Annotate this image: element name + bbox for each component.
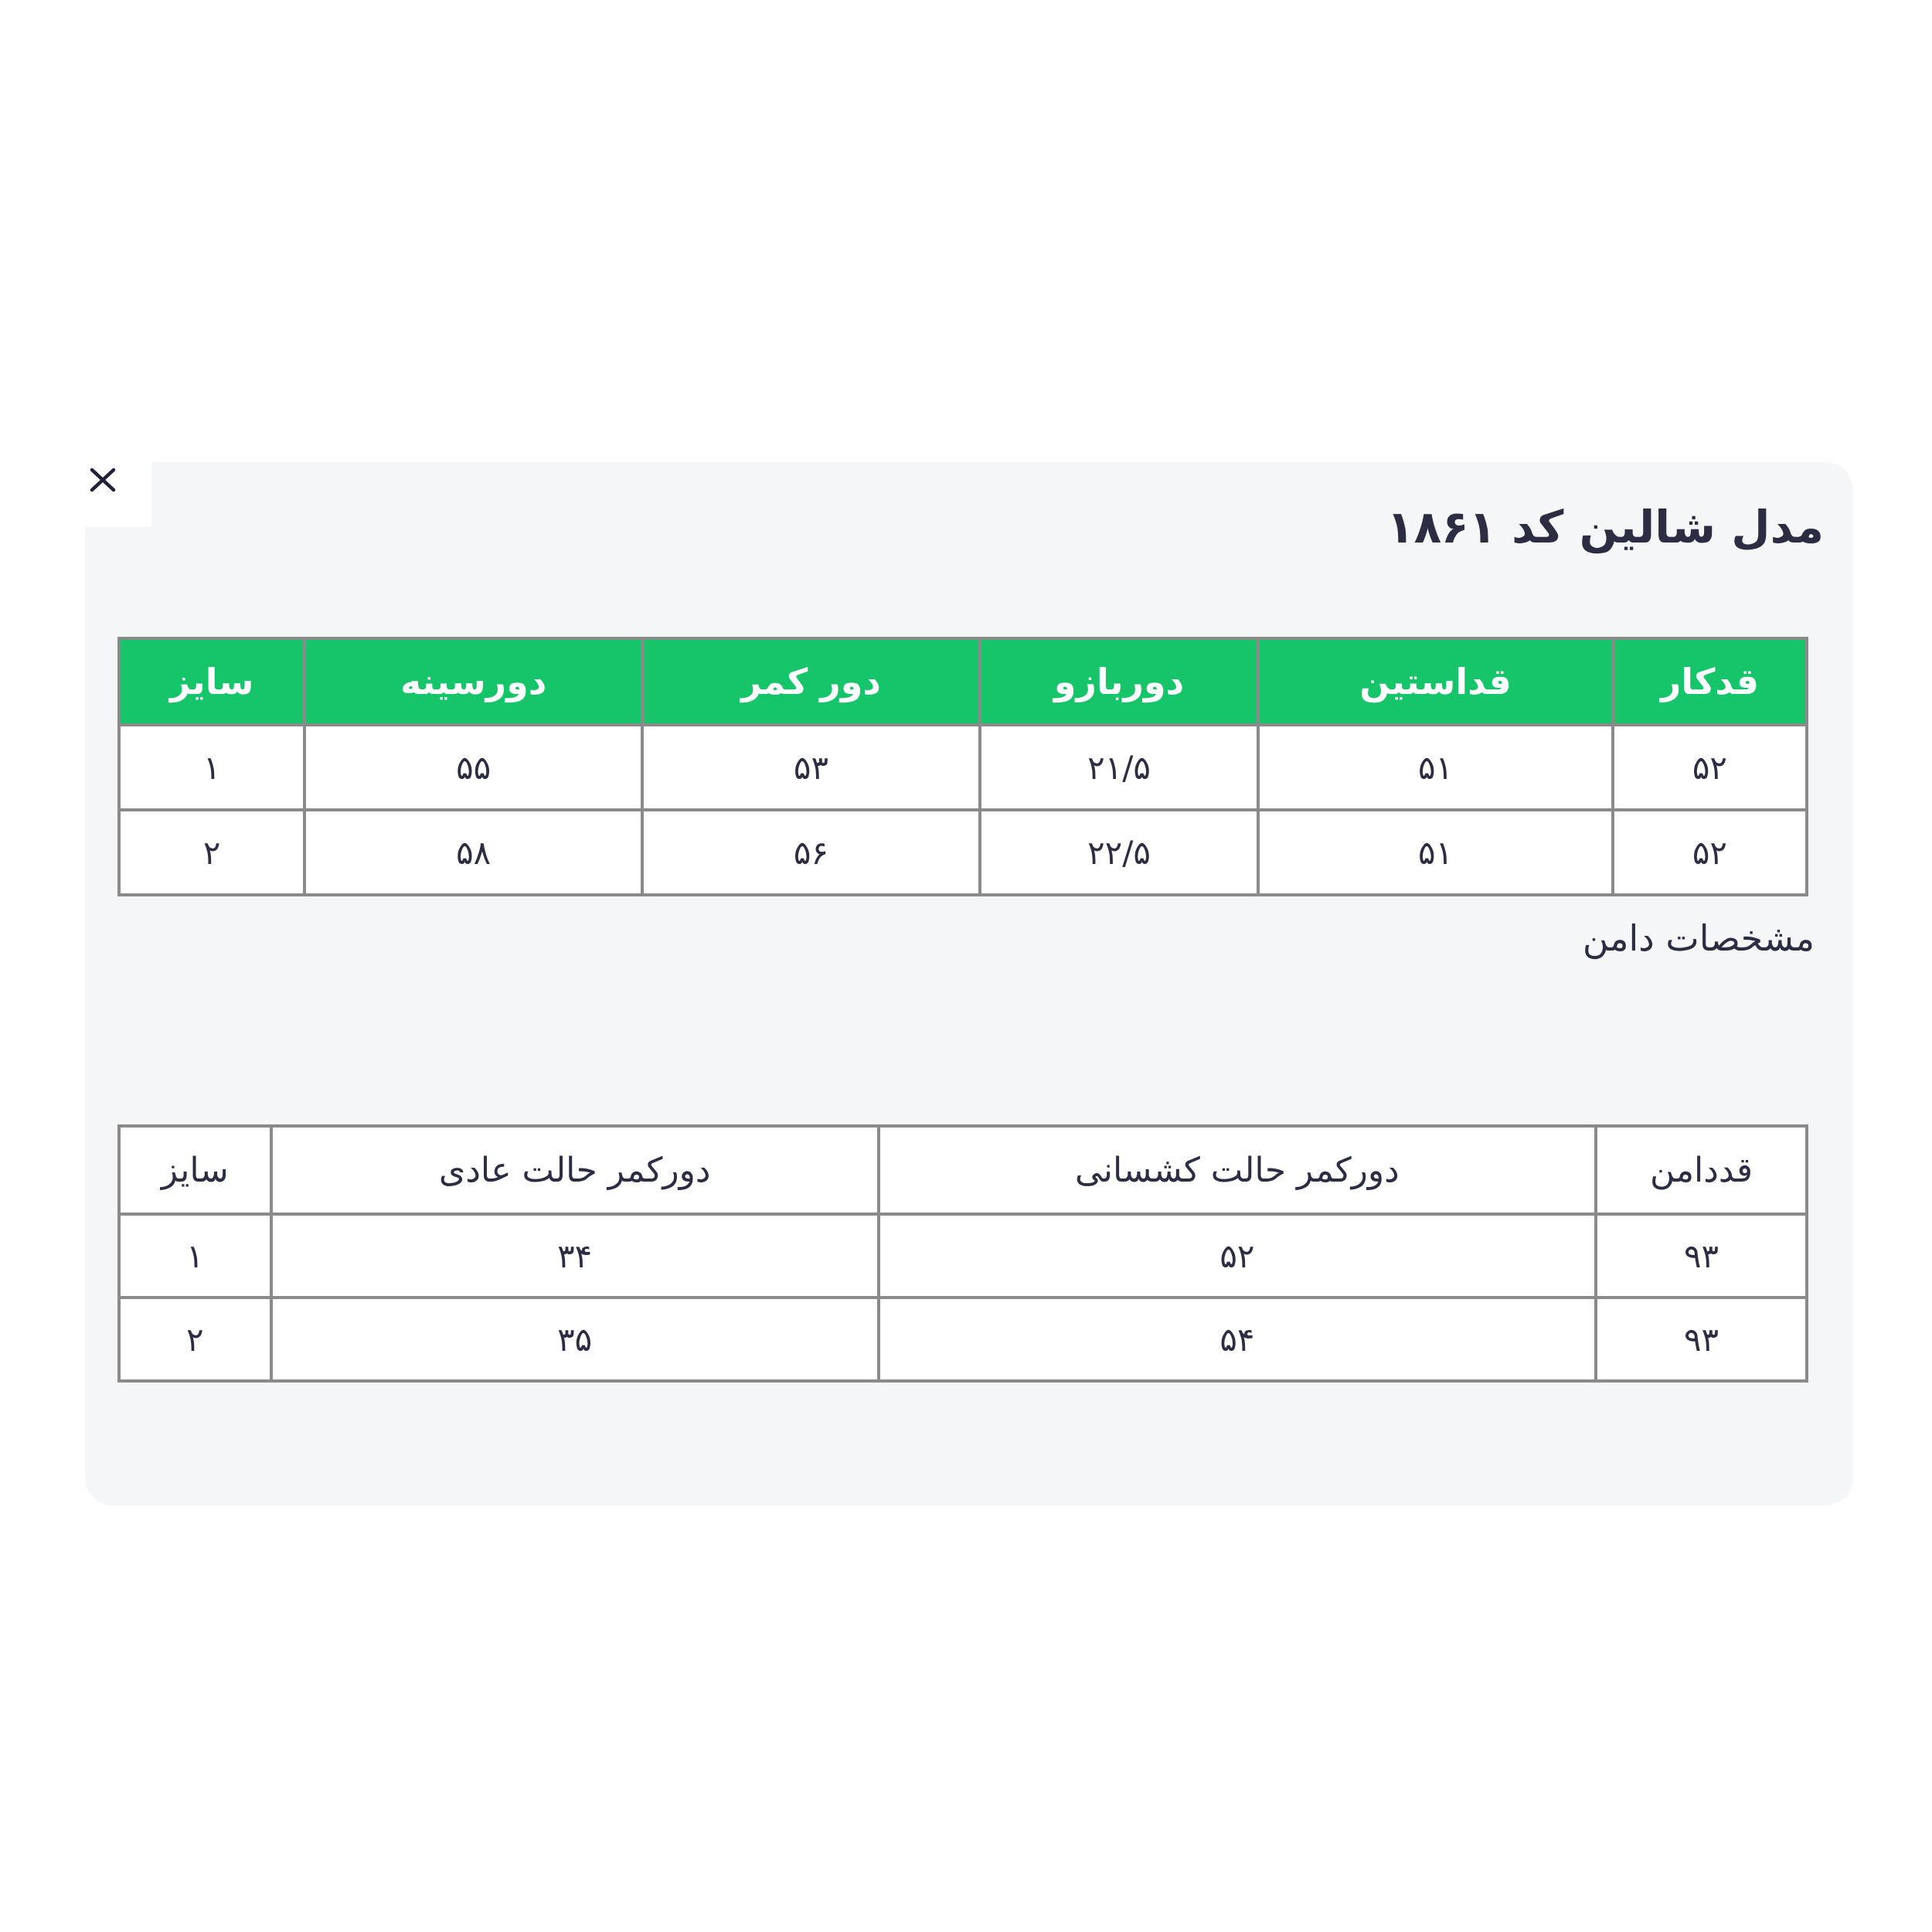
table-cell: ۳۴ <box>271 1214 879 1298</box>
table-row <box>119 1214 1807 1298</box>
table-cell: ۱ <box>119 1214 271 1298</box>
size-measurements-table <box>117 637 1808 896</box>
table-cell: ۲ <box>119 810 304 895</box>
table-cell: ۲ <box>119 1298 271 1381</box>
table-cell: ۵۴ <box>879 1298 1596 1381</box>
close-button[interactable] <box>85 462 151 527</box>
table-cell: ۳۵ <box>271 1298 879 1381</box>
table-cell: ۵۳ <box>642 725 980 810</box>
table-cell: ۵۲ <box>1613 810 1807 895</box>
header-row <box>119 638 1807 725</box>
table-cell: ۲۲/۵ <box>980 810 1258 895</box>
modal-title: مدل شالین کد ۱۸۶۱ <box>1386 501 1824 553</box>
table-cell: ۵۲ <box>1613 725 1807 810</box>
table-row <box>119 1298 1807 1381</box>
table-cell: ۵۸ <box>304 810 642 895</box>
skirt-measurements-table <box>117 1124 1808 1383</box>
column-header: دور کمر <box>642 638 980 725</box>
column-header: دورسینه <box>304 638 642 725</box>
column-header: قدکار <box>1613 638 1807 725</box>
table-cell: ۵۶ <box>642 810 980 895</box>
column-header: سایز <box>119 1126 271 1214</box>
table-row <box>119 725 1807 810</box>
table-cell: ۵۵ <box>304 725 642 810</box>
column-header: دوربازو <box>980 638 1258 725</box>
column-header: سایز <box>119 638 304 725</box>
column-header: قداستین <box>1258 638 1613 725</box>
skirt-section-label: مشخصات دامن <box>1582 917 1815 959</box>
table-cell: ۲۱/۵ <box>980 725 1258 810</box>
column-header: دورکمر حالت عادی <box>271 1126 879 1214</box>
table-cell: ۹۳ <box>1596 1214 1807 1298</box>
table-cell: ۵۲ <box>879 1214 1596 1298</box>
table-row <box>119 810 1807 895</box>
table-cell: ۵۱ <box>1258 810 1613 895</box>
table-cell: ۹۳ <box>1596 1298 1807 1381</box>
column-header: قددامن <box>1596 1126 1807 1214</box>
table-cell: ۵۱ <box>1258 725 1613 810</box>
header-row <box>119 1126 1807 1214</box>
table-cell: ۱ <box>119 725 304 810</box>
column-header: دورکمر حالت کشسانی <box>879 1126 1596 1214</box>
